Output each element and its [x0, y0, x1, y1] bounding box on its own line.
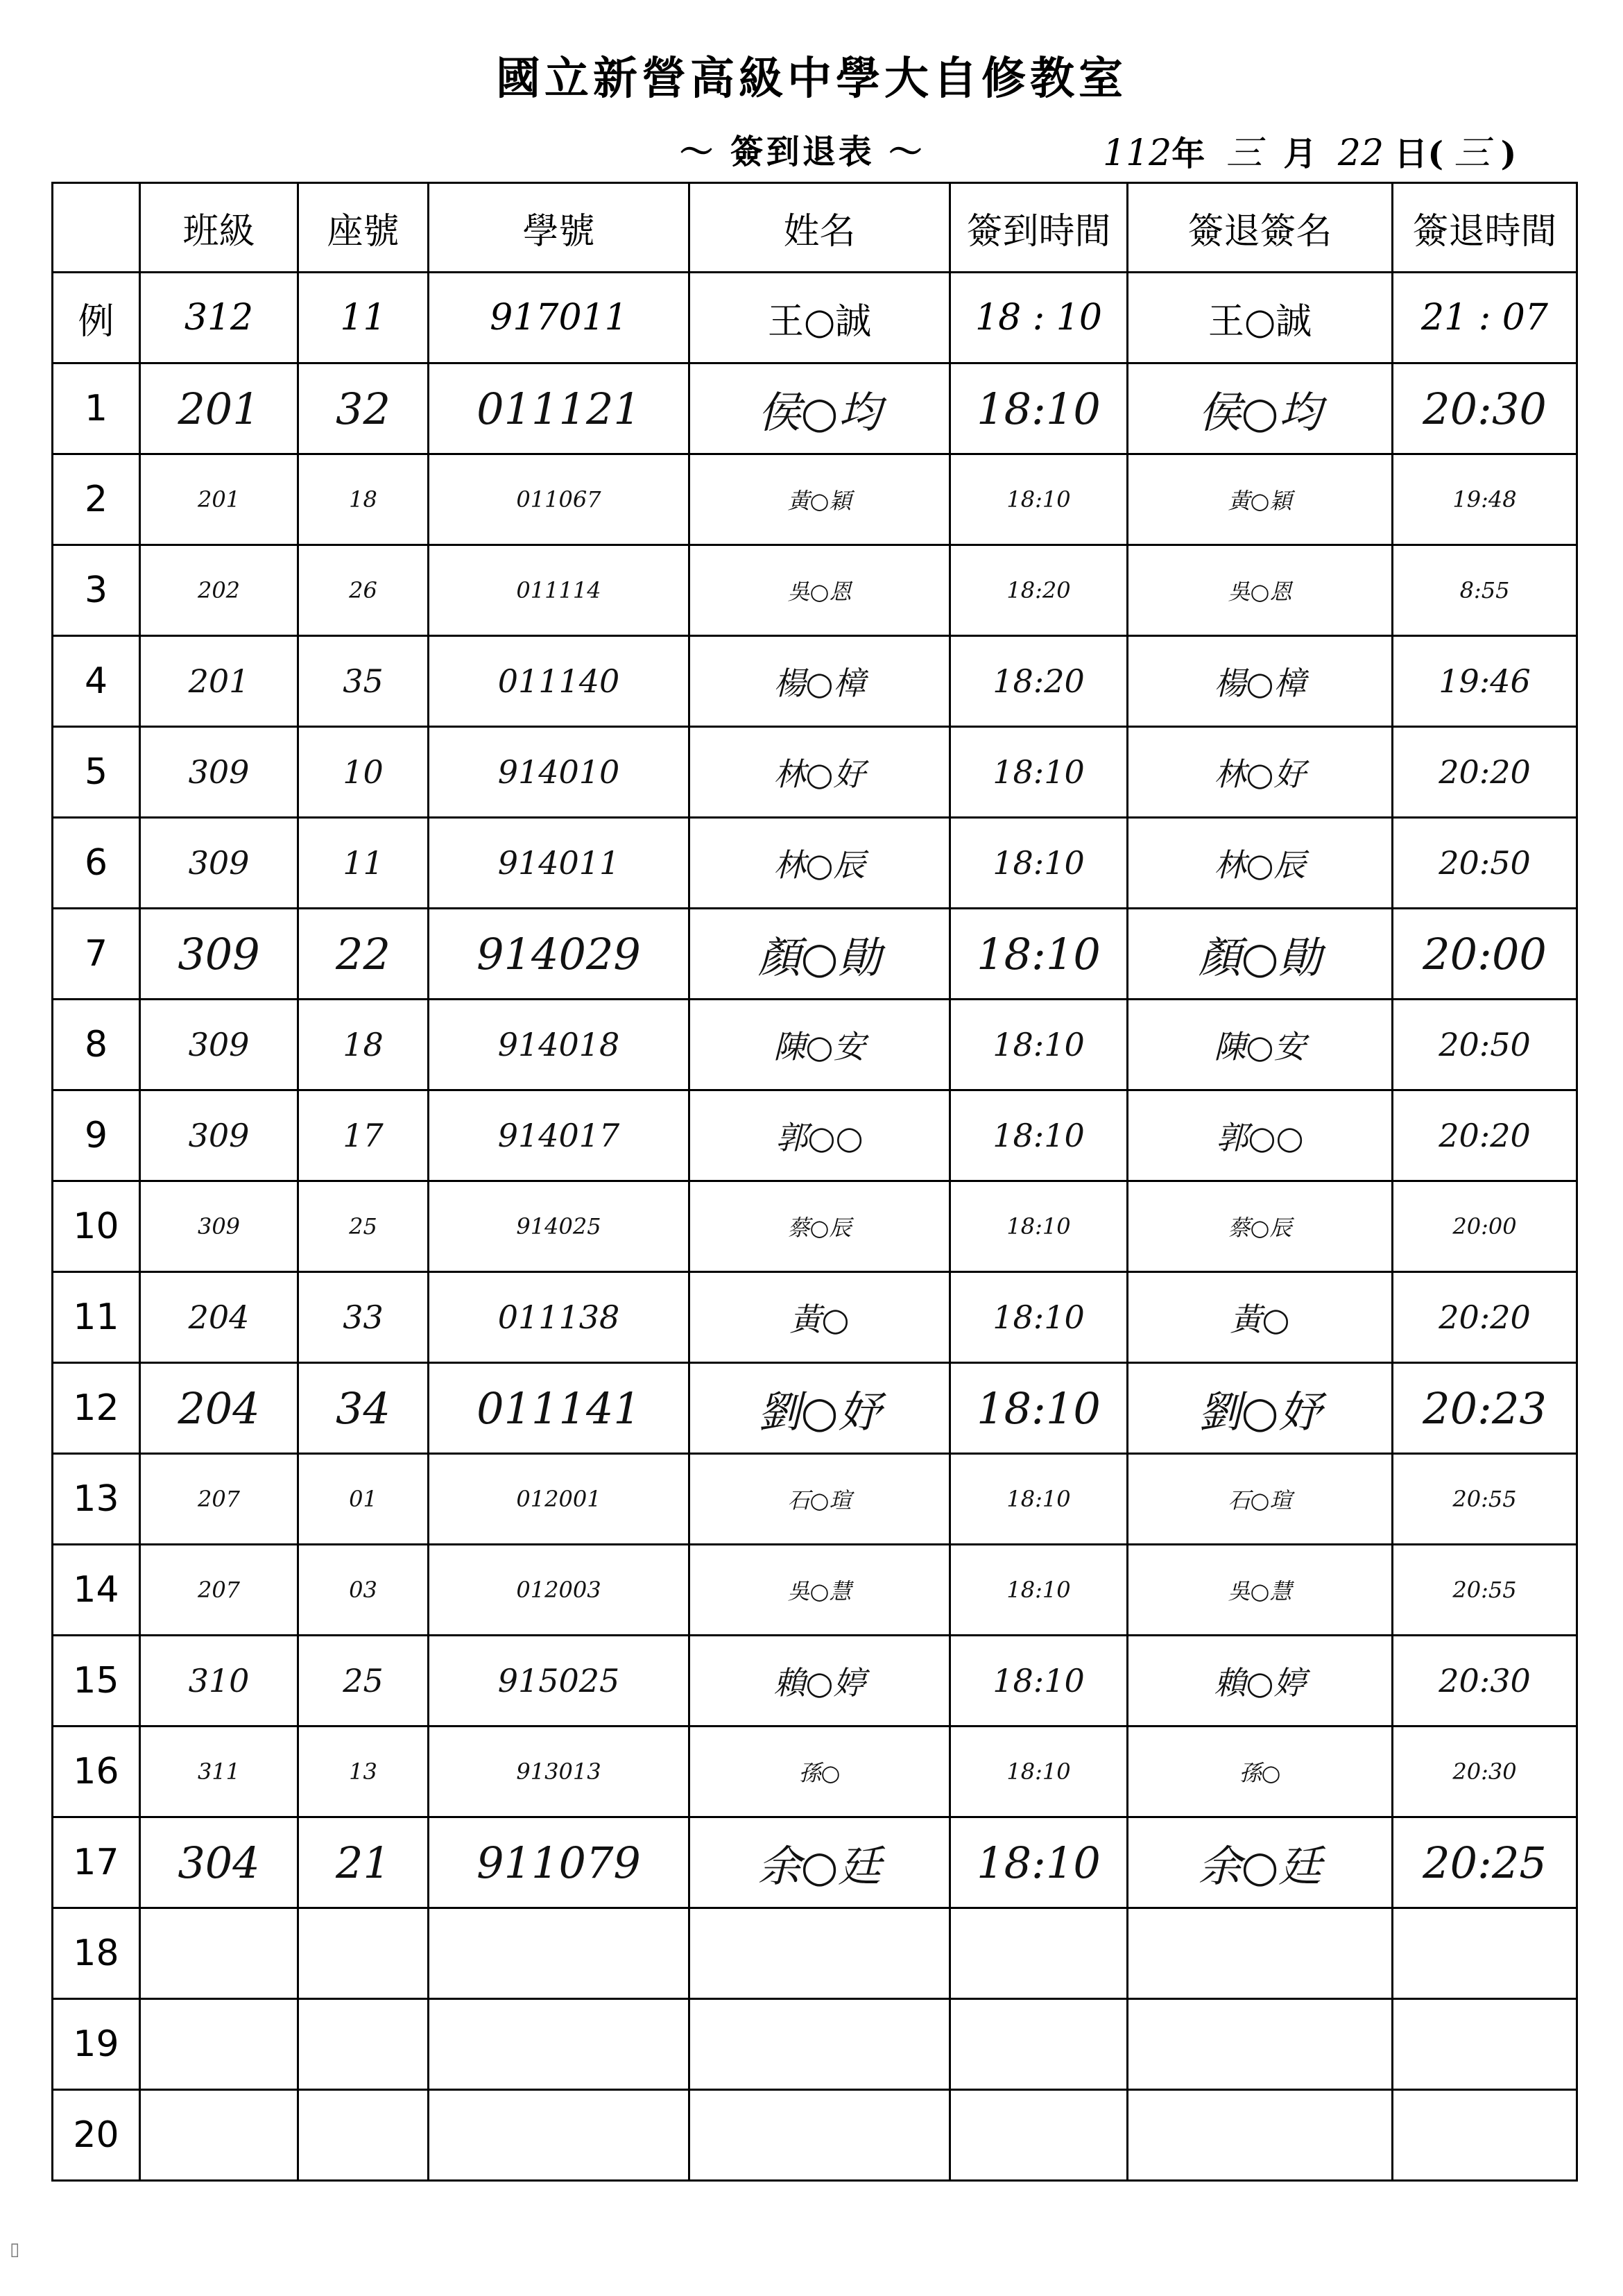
table-row — [53, 1545, 1577, 1636]
date-weekday: 三 — [1454, 132, 1491, 174]
cell-sign-out-time — [1393, 1999, 1577, 2090]
cell-sign-in-time: 18:10 — [950, 909, 1128, 1000]
row-number: 18 — [53, 1908, 140, 1999]
cell-student-id: 914017 — [429, 1090, 689, 1181]
cell-student-id: 012003 — [429, 1545, 689, 1636]
sign-in-table — [51, 182, 1578, 2182]
scan-mark: ▯ — [10, 2239, 20, 2260]
cell-name — [689, 1999, 950, 2090]
cell-class: 309 — [140, 909, 298, 1000]
row-number: 2 — [53, 454, 140, 545]
cell-sign-in-time: 18:10 — [950, 1272, 1128, 1363]
cell-student-id: 914025 — [429, 1181, 689, 1272]
cell-student-id: 914011 — [429, 818, 689, 909]
cell-class: 204 — [140, 1363, 298, 1454]
cell-sign-in-time: 18:10 — [950, 1545, 1128, 1636]
cell-name — [689, 1908, 950, 1999]
cell-sign-out-time: 19:46 — [1393, 636, 1577, 727]
cell-student-id — [429, 1999, 689, 2090]
cell-seat: 35 — [298, 636, 429, 727]
cell-sign-in-time: 18:20 — [950, 636, 1128, 727]
cell-sign-in-time: 18:10 — [950, 1090, 1128, 1181]
cell-name: 郭○○ — [689, 1090, 950, 1181]
example-name: 王○誠 — [689, 273, 950, 363]
cell-seat: 34 — [298, 1363, 429, 1454]
cell-sign-in-time: 18:10 — [950, 818, 1128, 909]
cell-name: 余○廷 — [689, 1817, 950, 1908]
cell-student-id: 012001 — [429, 1454, 689, 1545]
row-number: 17 — [53, 1817, 140, 1908]
cell-sign-in-time: 18:10 — [950, 1636, 1128, 1727]
cell-seat — [298, 2090, 429, 2181]
cell-name: 石○瑄 — [689, 1454, 950, 1545]
cell-name — [689, 2090, 950, 2181]
cell-seat: 18 — [298, 1000, 429, 1090]
table-row — [53, 1636, 1577, 1727]
cell-class: 309 — [140, 1000, 298, 1090]
date-line — [1103, 123, 1516, 175]
cell-class: 204 — [140, 1272, 298, 1363]
date-day-unit: 日 — [1394, 135, 1428, 173]
row-number: 14 — [53, 1545, 140, 1636]
table-row — [53, 1727, 1577, 1817]
row-number: 3 — [53, 545, 140, 636]
cell-sign-in-time: 18:10 — [950, 454, 1128, 545]
cell-sign-in-time: 18:10 — [950, 363, 1128, 454]
example-sign-out: 21 : 07 — [1393, 273, 1577, 363]
cell-sign-out-signature: 林○辰 — [1128, 818, 1393, 909]
cell-name: 黃○ — [689, 1272, 950, 1363]
cell-sign-out-time: 20:50 — [1393, 818, 1577, 909]
cell-class: 201 — [140, 636, 298, 727]
cell-class — [140, 2090, 298, 2181]
cell-sign-out-time — [1393, 2090, 1577, 2181]
cell-sign-out-signature: 黃○穎 — [1128, 454, 1393, 545]
cell-sign-out-time: 20:20 — [1393, 1272, 1577, 1363]
date-year-unit: 年 — [1171, 135, 1205, 173]
example-label: 例 — [53, 273, 140, 363]
cell-sign-out-signature: 吳○慧 — [1128, 1545, 1393, 1636]
row-number: 5 — [53, 727, 140, 818]
cell-class: 201 — [140, 454, 298, 545]
cell-sign-out-time: 20:30 — [1393, 363, 1577, 454]
cell-class: 311 — [140, 1727, 298, 1817]
cell-sign-in-time — [950, 1999, 1128, 2090]
date-day: 22 — [1337, 132, 1384, 174]
column-header-class: 班級 — [140, 183, 298, 273]
cell-name: 吳○恩 — [689, 545, 950, 636]
example-row — [53, 273, 1577, 363]
cell-student-id: 011138 — [429, 1272, 689, 1363]
cell-name: 林○辰 — [689, 818, 950, 909]
row-number: 12 — [53, 1363, 140, 1454]
date-month: 三 — [1226, 132, 1262, 174]
table-row — [53, 1363, 1577, 1454]
column-header-sign-out-time: 簽退時間 — [1393, 183, 1577, 273]
cell-sign-out-signature: 楊○樟 — [1128, 636, 1393, 727]
cell-sign-out-time: 20:25 — [1393, 1817, 1577, 1908]
table-row — [53, 1908, 1577, 1999]
cell-sign-out-signature: 郭○○ — [1128, 1090, 1393, 1181]
column-header-sign-in-time: 簽到時間 — [950, 183, 1128, 273]
cell-sign-out-time: 20:23 — [1393, 1363, 1577, 1454]
cell-sign-out-time: 20:50 — [1393, 1000, 1577, 1090]
row-number: 7 — [53, 909, 140, 1000]
example-sign-out-signature: 王○誠 — [1128, 273, 1393, 363]
cell-class: 309 — [140, 818, 298, 909]
table-row — [53, 727, 1577, 818]
cell-sign-out-signature — [1128, 2090, 1393, 2181]
cell-sign-out-time: 20:30 — [1393, 1727, 1577, 1817]
cell-student-id: 011140 — [429, 636, 689, 727]
cell-sign-out-signature: 陳○安 — [1128, 1000, 1393, 1090]
cell-name: 侯○均 — [689, 363, 950, 454]
cell-seat: 25 — [298, 1636, 429, 1727]
table-row — [53, 1090, 1577, 1181]
cell-seat — [298, 1999, 429, 2090]
table-row — [53, 545, 1577, 636]
form-subtitle: ～ 簽到退表 ～ — [680, 132, 925, 171]
cell-name: 顏○勛 — [689, 909, 950, 1000]
column-header-student-id: 學號 — [429, 183, 689, 273]
table-row — [53, 1999, 1577, 2090]
cell-student-id: 911079 — [429, 1817, 689, 1908]
example-class: 312 — [140, 273, 298, 363]
cell-class: 202 — [140, 545, 298, 636]
cell-sign-out-time: 20:20 — [1393, 1090, 1577, 1181]
cell-seat — [298, 1908, 429, 1999]
row-number: 16 — [53, 1727, 140, 1817]
cell-seat: 22 — [298, 909, 429, 1000]
example-seat: 11 — [298, 273, 429, 363]
cell-seat: 32 — [298, 363, 429, 454]
cell-name: 黃○穎 — [689, 454, 950, 545]
cell-class — [140, 1908, 298, 1999]
cell-sign-out-time: 20:55 — [1393, 1454, 1577, 1545]
table-row — [53, 1000, 1577, 1090]
cell-name: 孫○ — [689, 1727, 950, 1817]
column-header-sign-out-signature: 簽退簽名 — [1128, 183, 1393, 273]
cell-sign-out-time: 19:48 — [1393, 454, 1577, 545]
cell-class: 310 — [140, 1636, 298, 1727]
date-weekday-open: ( — [1427, 135, 1444, 173]
row-number: 9 — [53, 1090, 140, 1181]
cell-seat: 25 — [298, 1181, 429, 1272]
cell-class: 309 — [140, 1181, 298, 1272]
column-header-seat: 座號 — [298, 183, 429, 273]
row-number: 8 — [53, 1000, 140, 1090]
cell-name: 蔡○辰 — [689, 1181, 950, 1272]
example-student-id: 917011 — [429, 273, 689, 363]
cell-seat: 01 — [298, 1454, 429, 1545]
cell-sign-out-time: 20:00 — [1393, 909, 1577, 1000]
cell-sign-in-time: 18:10 — [950, 727, 1128, 818]
row-number: 10 — [53, 1181, 140, 1272]
header-row — [53, 183, 1577, 273]
cell-sign-in-time — [950, 2090, 1128, 2181]
column-header-name: 姓名 — [689, 183, 950, 273]
cell-class: 309 — [140, 727, 298, 818]
cell-sign-in-time: 18:10 — [950, 1454, 1128, 1545]
cell-sign-in-time: 18:10 — [950, 1817, 1128, 1908]
cell-sign-in-time: 18:10 — [950, 1727, 1128, 1817]
table-row — [53, 363, 1577, 454]
column-header-number — [53, 183, 140, 273]
cell-seat: 10 — [298, 727, 429, 818]
cell-sign-out-time: 20:20 — [1393, 727, 1577, 818]
cell-student-id: 913013 — [429, 1727, 689, 1817]
cell-class: 201 — [140, 363, 298, 454]
cell-seat: 18 — [298, 454, 429, 545]
cell-sign-out-time: 20:55 — [1393, 1545, 1577, 1636]
table-row — [53, 636, 1577, 727]
table-row — [53, 454, 1577, 545]
row-number: 6 — [53, 818, 140, 909]
cell-sign-in-time — [950, 1908, 1128, 1999]
date-year: 112 — [1103, 132, 1172, 174]
cell-seat: 13 — [298, 1727, 429, 1817]
row-number: 15 — [53, 1636, 140, 1727]
cell-name: 陳○安 — [689, 1000, 950, 1090]
cell-sign-out-signature: 劉○妤 — [1128, 1363, 1393, 1454]
cell-seat: 26 — [298, 545, 429, 636]
table-row — [53, 818, 1577, 909]
table-row — [53, 1817, 1577, 1908]
row-number: 1 — [53, 363, 140, 454]
cell-sign-out-signature: 余○廷 — [1128, 1817, 1393, 1908]
cell-sign-in-time: 18:20 — [950, 545, 1128, 636]
cell-class: 309 — [140, 1090, 298, 1181]
cell-seat: 17 — [298, 1090, 429, 1181]
cell-sign-out-signature: 孫○ — [1128, 1727, 1393, 1817]
table-row — [53, 1181, 1577, 1272]
cell-name: 賴○婷 — [689, 1636, 950, 1727]
cell-sign-out-signature — [1128, 1908, 1393, 1999]
cell-student-id: 914029 — [429, 909, 689, 1000]
cell-student-id — [429, 1908, 689, 1999]
row-number: 19 — [53, 1999, 140, 2090]
date-month-unit: 月 — [1283, 135, 1317, 173]
cell-sign-out-time: 20:00 — [1393, 1181, 1577, 1272]
row-number: 13 — [53, 1454, 140, 1545]
cell-student-id: 011121 — [429, 363, 689, 454]
example-sign-in: 18 : 10 — [950, 273, 1128, 363]
cell-seat: 21 — [298, 1817, 429, 1908]
cell-name: 劉○妤 — [689, 1363, 950, 1454]
cell-sign-out-time — [1393, 1908, 1577, 1999]
table-row — [53, 1272, 1577, 1363]
table-row — [53, 2090, 1577, 2181]
table-row — [53, 909, 1577, 1000]
cell-sign-out-signature: 侯○均 — [1128, 363, 1393, 454]
cell-seat: 11 — [298, 818, 429, 909]
cell-student-id: 011141 — [429, 1363, 689, 1454]
row-number: 11 — [53, 1272, 140, 1363]
cell-seat: 33 — [298, 1272, 429, 1363]
cell-sign-out-signature: 吳○恩 — [1128, 545, 1393, 636]
cell-class — [140, 1999, 298, 2090]
cell-class: 207 — [140, 1545, 298, 1636]
cell-student-id: 915025 — [429, 1636, 689, 1727]
cell-student-id: 914018 — [429, 1000, 689, 1090]
cell-sign-in-time: 18:10 — [950, 1000, 1128, 1090]
row-number: 20 — [53, 2090, 140, 2181]
table-row — [53, 1454, 1577, 1545]
cell-name: 楊○樟 — [689, 636, 950, 727]
cell-name: 吳○慧 — [689, 1545, 950, 1636]
cell-sign-out-signature: 賴○婷 — [1128, 1636, 1393, 1727]
cell-sign-in-time: 18:10 — [950, 1181, 1128, 1272]
cell-sign-out-signature — [1128, 1999, 1393, 2090]
cell-sign-out-signature: 顏○勛 — [1128, 909, 1393, 1000]
cell-sign-out-signature: 石○瑄 — [1128, 1454, 1393, 1545]
cell-name: 林○好 — [689, 727, 950, 818]
cell-sign-in-time: 18:10 — [950, 1363, 1128, 1454]
cell-student-id: 011067 — [429, 454, 689, 545]
cell-class: 304 — [140, 1817, 298, 1908]
cell-seat: 03 — [298, 1545, 429, 1636]
cell-sign-out-signature: 蔡○辰 — [1128, 1181, 1393, 1272]
cell-sign-out-time: 8:55 — [1393, 545, 1577, 636]
page-title: 國立新營高級中學大自修教室 — [496, 53, 1127, 105]
cell-sign-out-time: 20:30 — [1393, 1636, 1577, 1727]
cell-class: 207 — [140, 1454, 298, 1545]
row-number: 4 — [53, 636, 140, 727]
cell-student-id: 914010 — [429, 727, 689, 818]
date-weekday-close: ) — [1500, 135, 1517, 173]
cell-student-id — [429, 2090, 689, 2181]
cell-student-id: 011114 — [429, 545, 689, 636]
cell-sign-out-signature: 黃○ — [1128, 1272, 1393, 1363]
cell-sign-out-signature: 林○好 — [1128, 727, 1393, 818]
